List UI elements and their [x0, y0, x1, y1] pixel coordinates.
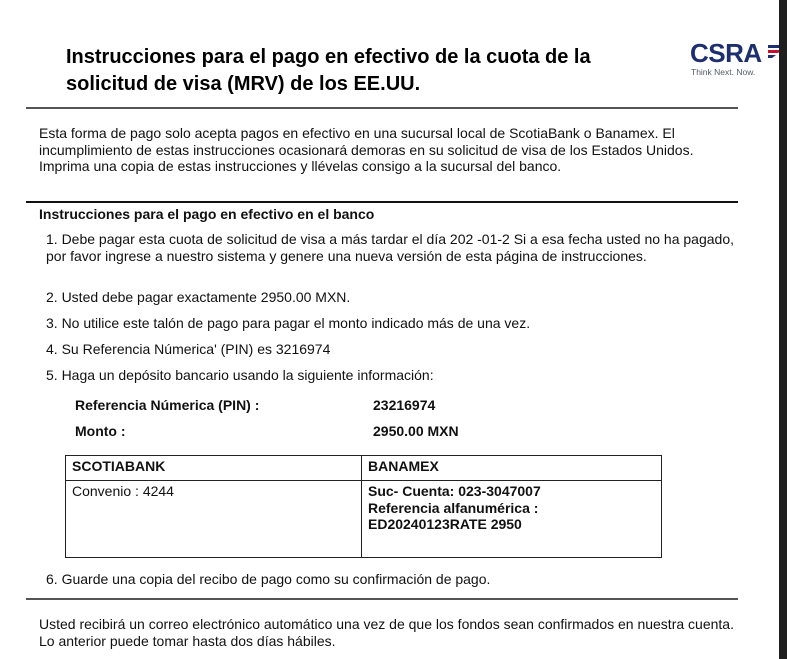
- banamex-account: Suc- Cuenta: 023-3047007: [368, 483, 541, 499]
- divider: [26, 598, 738, 600]
- logo-wordmark: CSRA: [690, 39, 762, 68]
- scotiabank-header: SCOTIABANK: [66, 456, 362, 481]
- banamex-header: BANAMEX: [362, 456, 662, 481]
- pin-label: Referencia Númerica (PIN) :: [75, 397, 260, 413]
- section-title: Instrucciones para el pago en efectivo en el banco: [39, 206, 375, 222]
- bank-table-header: [66, 456, 662, 481]
- logo-tagline: Think Next. Now.: [691, 67, 756, 77]
- scotiabank-convenio: Convenio : 4244: [72, 483, 174, 499]
- step-1: 1. Debe pagar esta cuota de solicitud de visa a más tardar el día 202 -01-2 Si a esa fecha usted no ha pagado, por favor ingrese a nuestro sistema y genere una nueva versión de esta página de instrucciones.: [46, 231, 735, 264]
- banamex-reference-label: Referencia alfanumérica :: [368, 499, 539, 516]
- pin-value: 23216974: [373, 397, 436, 413]
- amount-label: Monto :: [75, 423, 126, 439]
- csra-logo: [690, 39, 779, 79]
- step-3: 3. No utilice este talón de pago para pagar el monto indicado más de una vez.: [46, 315, 531, 331]
- scrollbar[interactable]: [779, 0, 787, 659]
- step-4: 4. Su Referencia Númerica' (PIN) es 3216974: [46, 341, 331, 357]
- step-6: 6. Guarde una copia del recibo de pago como su confirmación de pago.: [46, 571, 491, 587]
- bank-table: [65, 455, 662, 558]
- divider: [26, 107, 738, 109]
- intro-text: Esta forma de pago solo acepta pagos en efectivo en una sucursal local de ScotiaBank o Banamex. El incumplimiento de estas instrucciones ocasionará demoras en su solicitud de visa de los Estados Unidos. Imprima una copia de estas instrucciones y llévelas consigo a la sucursal del banco.: [39, 125, 694, 174]
- amount-value: 2950.00 MXN: [373, 423, 459, 439]
- flag-icon: [768, 45, 779, 61]
- page-title: Instrucciones para el pago en efectivo de la cuota de la solicitud de visa (MRV) de los EE.UU.: [66, 46, 591, 95]
- footer-text: Usted recibirá un correo electrónico automático una vez de que los fondos sean confirmados en nuestra cuenta. Lo anterior puede tomar hasta dos días hábiles.: [39, 616, 734, 649]
- banamex-cell: [362, 481, 662, 558]
- step-5: 5. Haga un depósito bancario usando la siguiente información:: [46, 367, 434, 383]
- banamex-reference-value: ED20240123RATE 2950: [368, 516, 522, 532]
- scotiabank-cell: [66, 481, 362, 558]
- bank-table-row: [66, 481, 662, 558]
- step-2: 2. Usted debe pagar exactamente 2950.00 MXN.: [46, 289, 351, 305]
- divider: [26, 201, 738, 203]
